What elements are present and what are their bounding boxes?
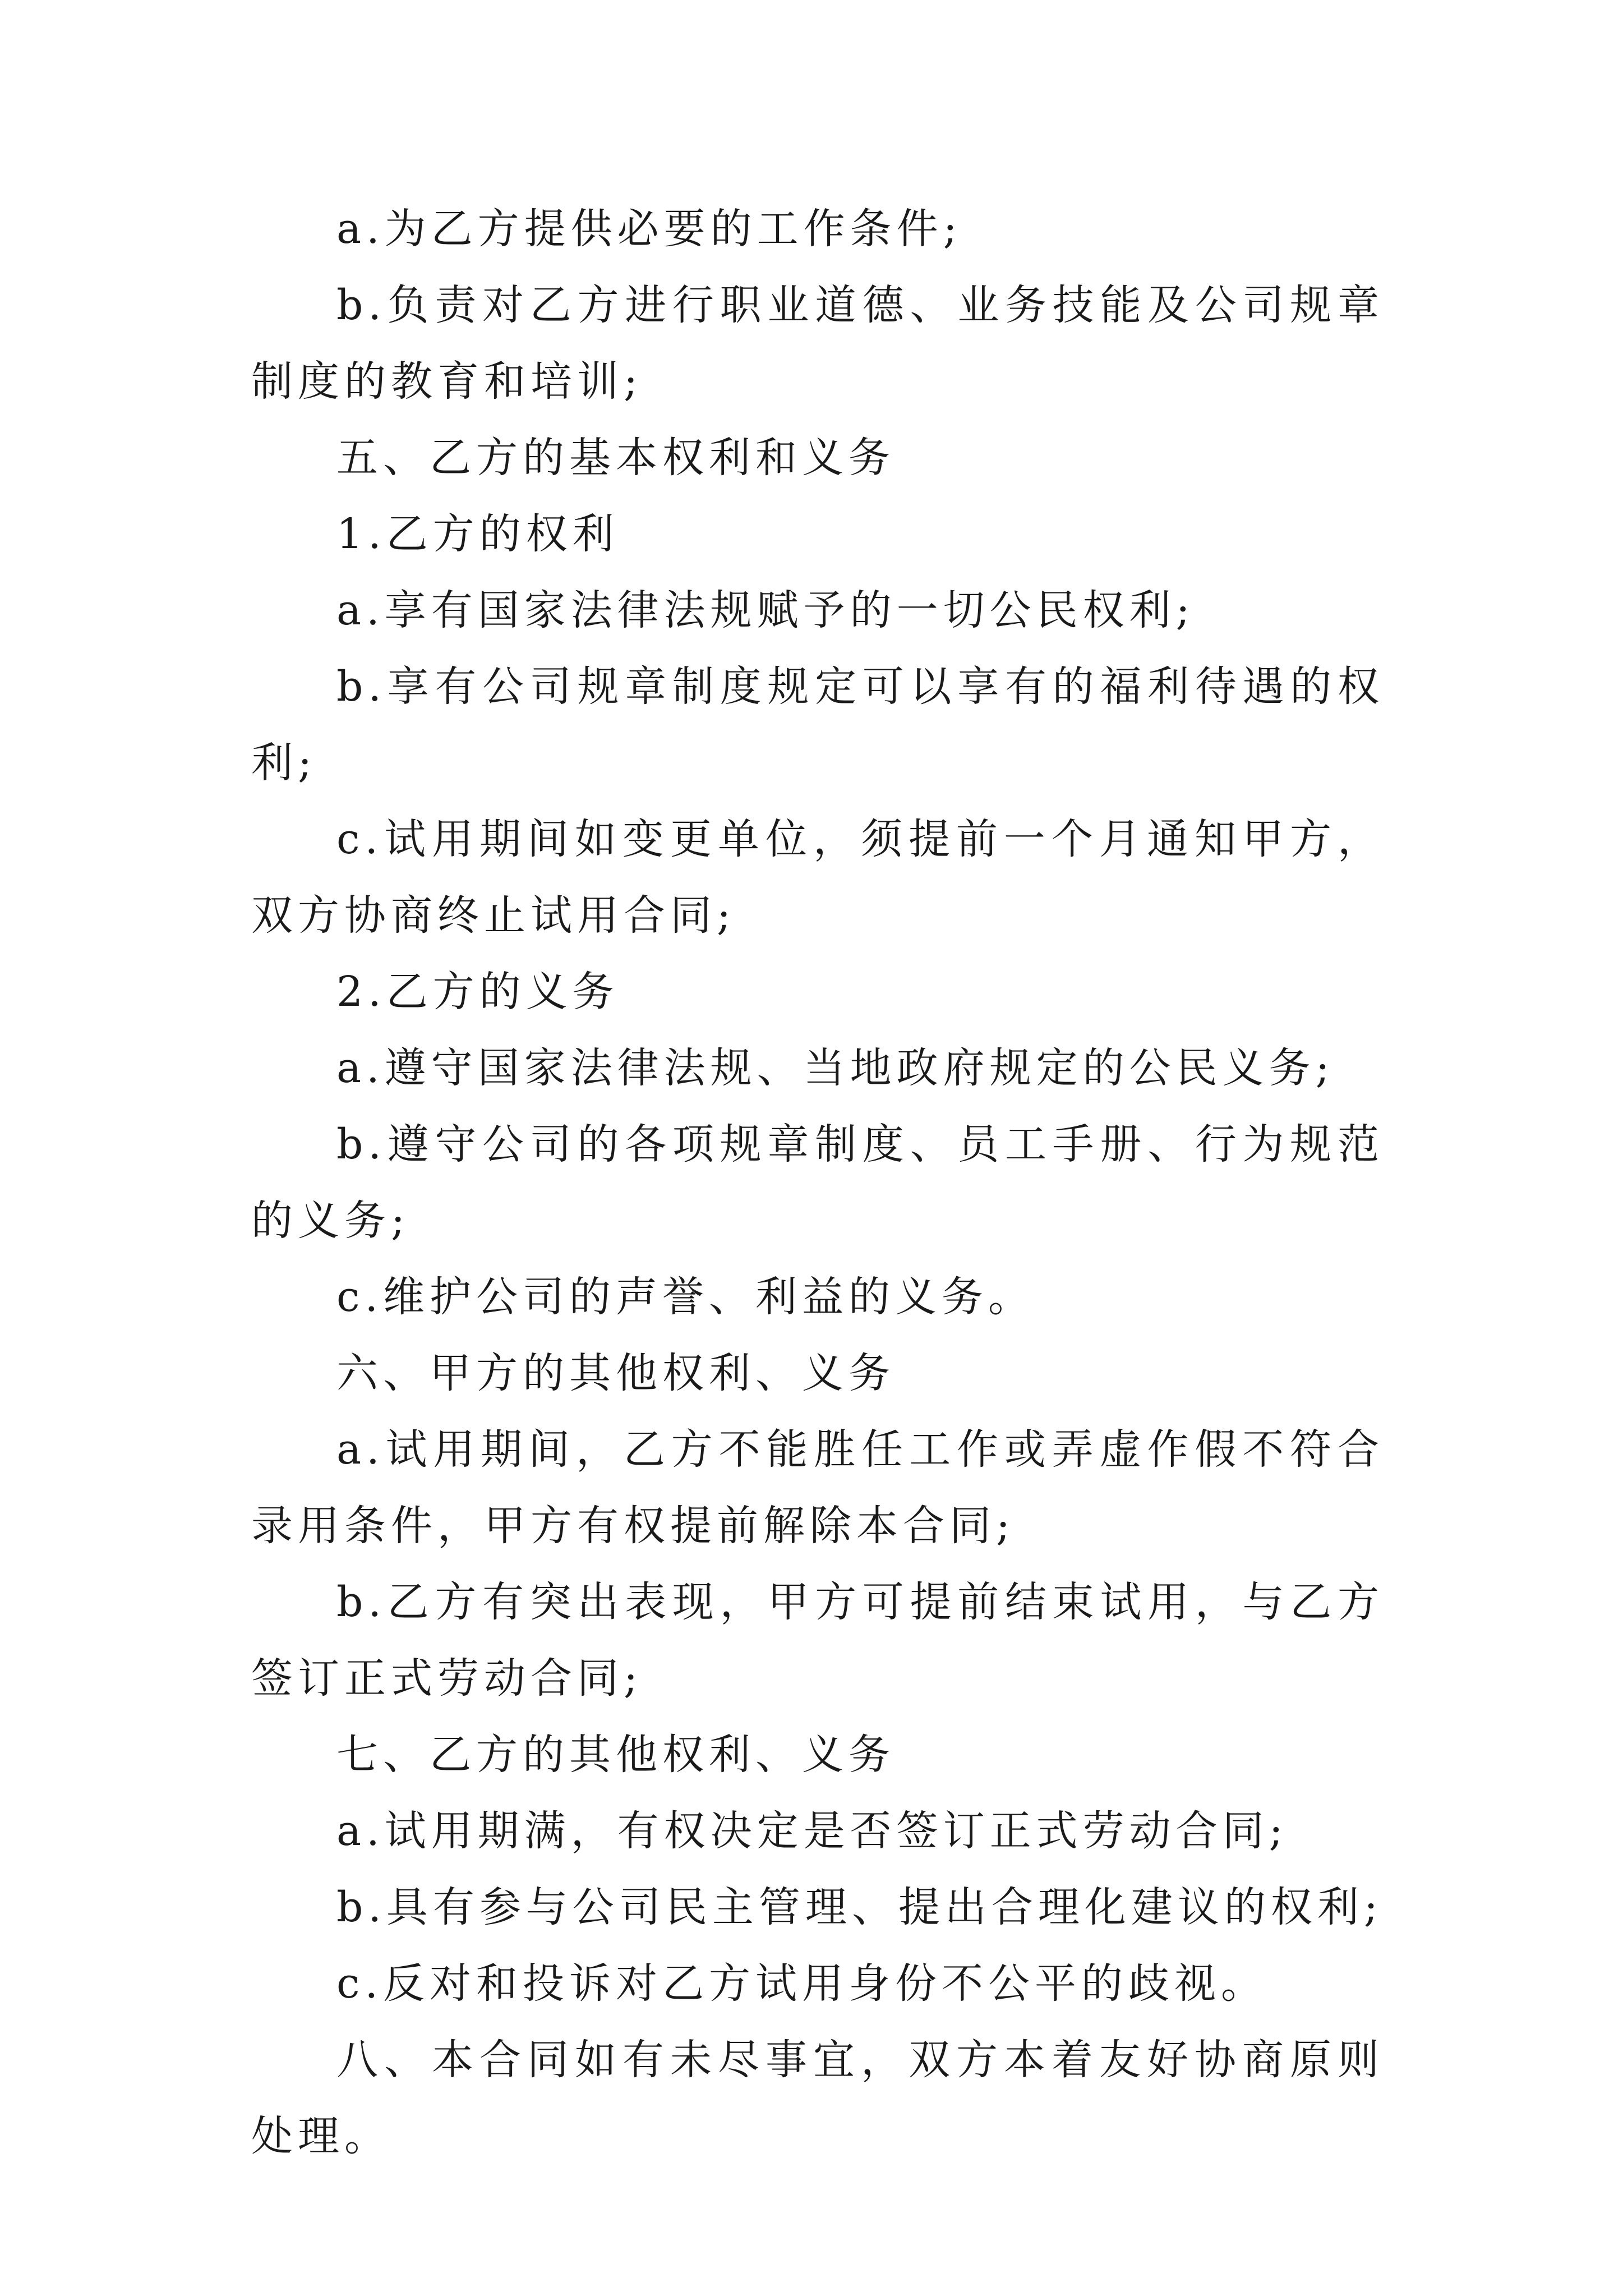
- paragraph: c.维护公司的声誉、利益的义务。: [336, 1273, 1035, 1321]
- document-body: [251, 191, 1384, 2174]
- paragraph: a.遵守国家法律法规、当地政府规定的公民义务;: [336, 1044, 1335, 1092]
- section-heading: 六、甲方的其他权利、义务: [336, 1349, 895, 1397]
- paragraph: a.为乙方提供必要的工作条件;: [336, 205, 962, 253]
- paragraph: b.具有参与公司民主管理、提出合理化建议的权利;: [336, 1883, 1383, 1931]
- section-heading: 五、乙方的基本权利和义务: [336, 434, 895, 482]
- section-heading: 八、本合同如有未尽事宜，双方本着友好协商原则处理。: [251, 2036, 1384, 2160]
- paragraph: a.试用期间，乙方不能胜任工作或弄虚作假不符合录用条件，甲方有权提前解除本合同;: [251, 1425, 1384, 1550]
- subsection-heading: 2.乙方的义务: [336, 968, 619, 1016]
- paragraph: a.试用期满，有权决定是否签订正式劳动合同;: [336, 1807, 1288, 1855]
- paragraph: a.享有国家法律法规赋予的一切公民权利;: [336, 586, 1195, 634]
- paragraph: b.乙方有突出表现，甲方可提前结束试用，与乙方签订正式劳动合同;: [251, 1578, 1384, 1703]
- paragraph: b.负责对乙方进行职业道德、业务技能及公司规章制度的教育和培训;: [251, 281, 1384, 406]
- paragraph: b.遵守公司的各项规章制度、员工手册、行为规范的义务;: [251, 1120, 1384, 1245]
- paragraph: b.享有公司规章制度规定可以享有的福利待遇的权利;: [251, 662, 1384, 787]
- paragraph: c.试用期间如变更单位，须提前一个月通知甲方，双方协商终止试用合同;: [251, 815, 1384, 940]
- subsection-heading: 1.乙方的权利: [336, 510, 619, 558]
- section-heading: 七、乙方的其他权利、义务: [336, 1731, 895, 1779]
- paragraph: c.反对和投诉对乙方试用身份不公平的歧视。: [336, 1959, 1267, 2008]
